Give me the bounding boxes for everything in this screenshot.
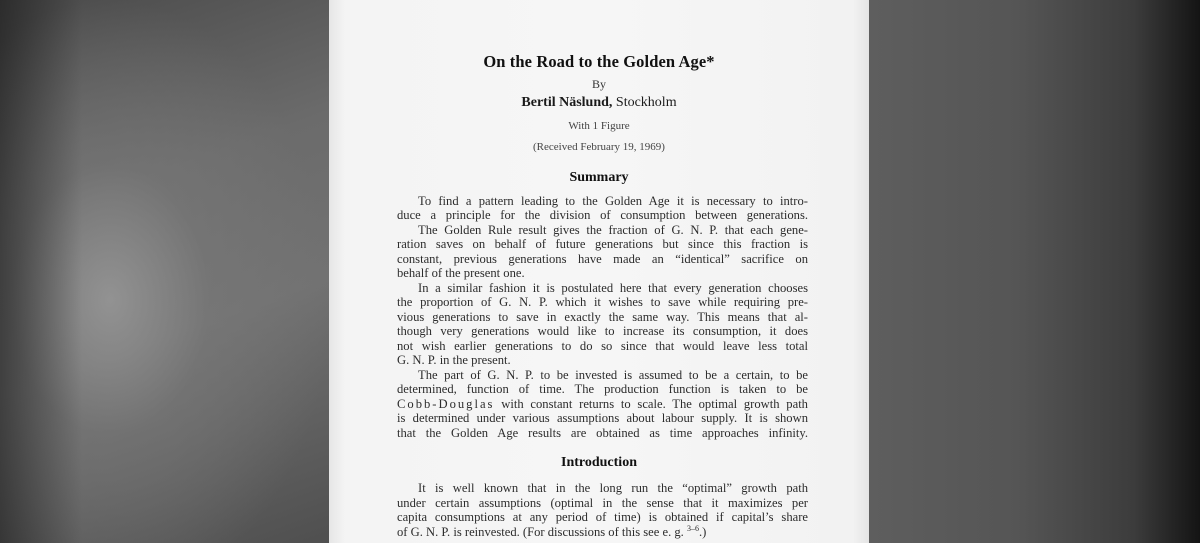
- summary-line: behalf of the present one.: [397, 266, 525, 280]
- summary-line: The Golden Rule result gives the fraction of G. N. P. that each gene-: [418, 223, 808, 237]
- article-title: On the Road to the Golden Age*: [483, 52, 715, 71]
- received-date: (Received February 19, 1969): [533, 141, 665, 153]
- summary-line: is determined under various assumptions about labour supply. It is shown: [397, 411, 808, 425]
- summary-heading: Summary: [569, 170, 629, 185]
- author-name: Bertil Näslund,: [521, 95, 613, 110]
- intro-line: under certain assumptions (optimal in the sense that it maximizes per: [397, 496, 808, 510]
- summary-line: G. N. P. in the present.: [397, 353, 511, 367]
- summary-line: constant, previous generations have made an “identical” sacrifice on: [397, 252, 808, 266]
- summary-line: not wish earlier generations to do so since that would leave less total: [397, 339, 808, 353]
- byline-by: By: [591, 77, 606, 91]
- summary-line: In a similar fashion it is postulated here that every generation chooses: [418, 281, 808, 295]
- summary-line: duce a principle for the division of consumption between generations.: [397, 208, 808, 222]
- cobb-douglas-term: Cobb-Douglas: [397, 397, 495, 411]
- summary-line: The part of G. N. P. to be invested is assumed to be a certain, to be: [418, 368, 808, 382]
- citation-ref: 3–6: [687, 524, 699, 533]
- summary-line: To find a pattern leading to the Golden Age it is necessary to intro-: [418, 194, 808, 208]
- figure-count: With 1 Figure: [568, 120, 630, 132]
- background-right: [869, 0, 1200, 543]
- summary-line: that the Golden Age results are obtained as time approaches infinity.: [397, 426, 808, 440]
- intro-line-text: of G. N. P. is reinvested. (For discussions of this see e. g.: [397, 525, 684, 539]
- intro-line: It is well known that in the long run the “optimal” growth path: [418, 481, 808, 495]
- summary-line: [397, 397, 808, 411]
- summary-line: though very generations would like to increase its consumption, it does: [397, 324, 808, 338]
- intro-line-end: .): [699, 525, 707, 539]
- summary-line: ration saves on behalf of future generations but since this fraction is: [397, 237, 808, 251]
- summary-line: the proportion of G. N. P. which it wishes to save while requiring pre-: [397, 295, 808, 309]
- author: [329, 95, 869, 111]
- background-left: [0, 0, 329, 543]
- summary-line: determined, function of time. The production function is taken to be: [397, 382, 808, 396]
- summary-line-rest: with constant returns to scale. The optimal growth path: [501, 397, 808, 411]
- summary-line: vious generations to save in exactly the same way. This means that al-: [397, 310, 808, 324]
- document-page: [329, 0, 869, 543]
- author-place: Stockholm: [615, 95, 677, 110]
- introduction-heading: Introduction: [561, 455, 637, 470]
- intro-line: capita consumptions at any period of time) is obtained if capital’s share: [397, 510, 808, 524]
- intro-line: [397, 525, 808, 539]
